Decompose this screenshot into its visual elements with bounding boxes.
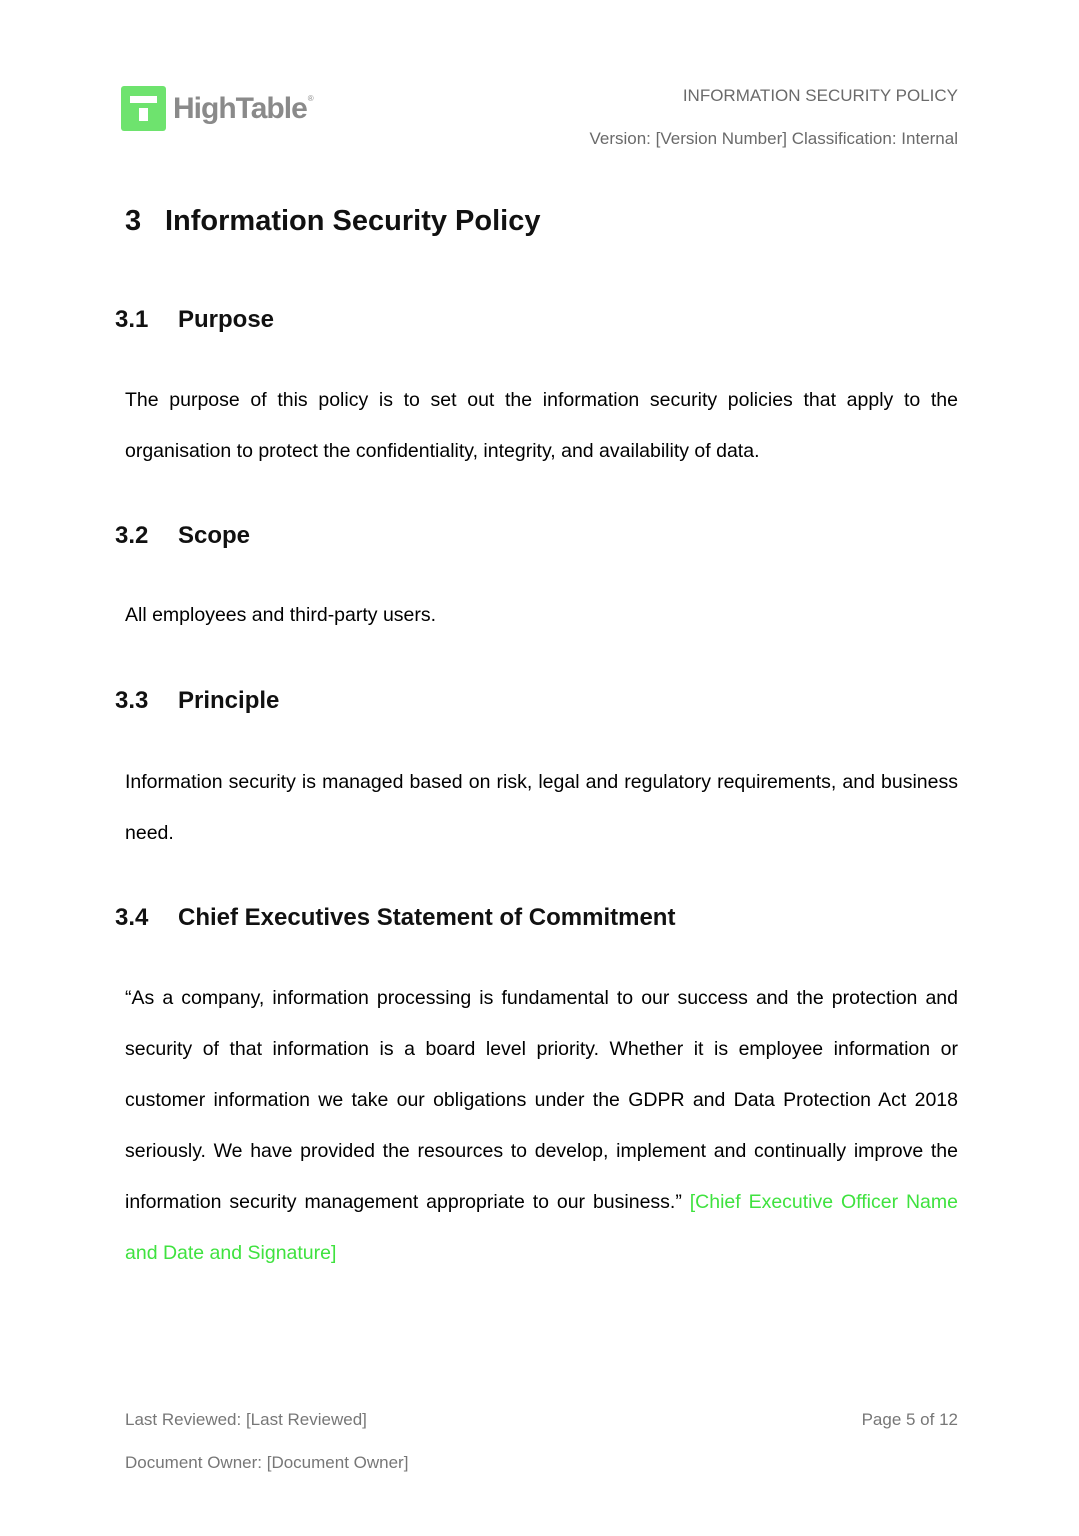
principle-text: Information security is managed based on risk, legal and regulatory requirements, and business need. <box>125 771 958 844</box>
hightable-logo <box>121 86 313 131</box>
version-line: Version: [Version Number] Classification: Internal <box>589 129 958 148</box>
logo-text: HighTable® <box>173 91 313 125</box>
footer-document-owner: Document Owner: [Document Owner] <box>125 1453 409 1472</box>
hightable-logo-icon <box>121 86 166 131</box>
footer-last-reviewed: Last Reviewed: [Last Reviewed] <box>125 1410 367 1429</box>
signature-placeholder: [Chief Executive Officer Name and Date and Signature] <box>125 1191 958 1264</box>
section-number: 3 <box>125 205 142 237</box>
footer-page-number: Page 5 of 12 <box>861 1410 958 1429</box>
commitment-text <box>125 973 958 1279</box>
section-title: Information Security Policy <box>165 205 541 237</box>
subsection-heading-purpose: 3.1 Purpose <box>115 306 275 333</box>
purpose-text: The purpose of this policy is to set out the information security policies that apply to the organisation to protect the confidentiality, integrity, and availability of data. <box>125 389 958 462</box>
section-heading <box>125 205 540 238</box>
commitment-statement: “As a company, information processing is fundamental to our success and the protection and security of that information is a board level priority. Whether it is employee information or customer information we take our obligations under the GDPR and Data Protection Act 2018 seriously. We have provided the resources to develop, implement and continually improve the information security management appropriate to our business.” <box>125 987 958 1213</box>
subsection-heading-commitment: 3.4 Chief Executives Statement of Commitment <box>115 904 676 931</box>
subsection-heading-scope: 3.2 Scope <box>115 522 251 549</box>
document-title: INFORMATION SECURITY POLICY <box>682 86 958 105</box>
registered-mark: ® <box>307 93 313 103</box>
subsection-heading-principle: 3.3 Principle <box>115 687 280 714</box>
scope-text: All employees and third-party users. <box>125 604 437 626</box>
